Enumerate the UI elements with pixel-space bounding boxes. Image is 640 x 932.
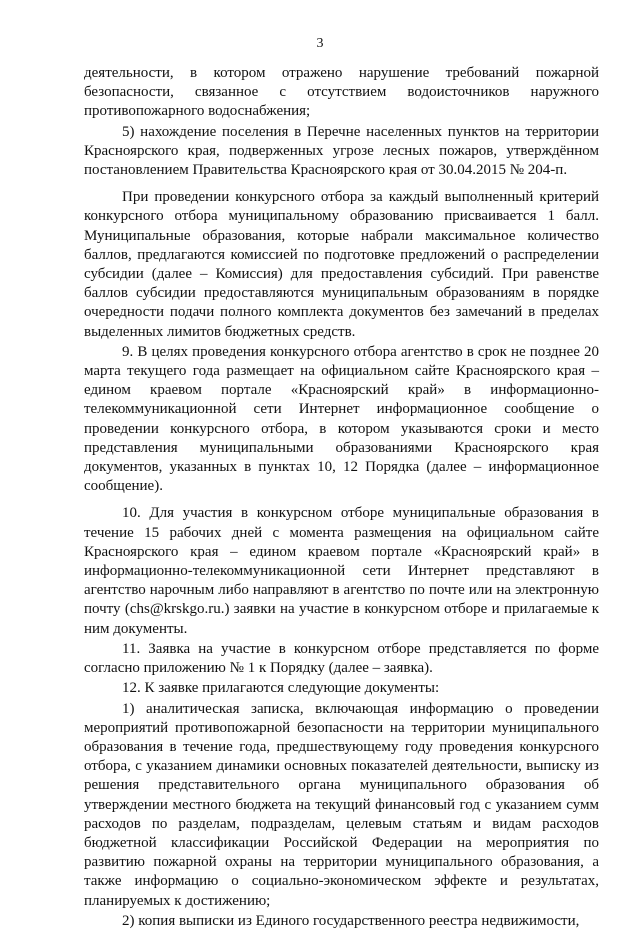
paragraph-item-11: 11. Заявка на участие в конкурсном отборе представляется по форме согласно приложению № 1 к Порядку (далее – заявка). (84, 640, 599, 677)
paragraph-item-10: 10. Для участия в конкурсном отборе муниципальные образования в течение 15 рабочих дней с момента размещения на официальном сайте Красноярского края – едином краевом портале «Красноярский край» в информационно-телекоммуникационной сети Интернет представляют в агентство нарочным либо направляют в агентство по почте или на электронную почту (chs@krskgo.ru.) заявки на участие в конкурсном отборе и прилагаемые к ним документы. (84, 505, 599, 637)
paragraph-item-9: 9. В целях проведения конкурсного отбора агентство в срок не позднее 20 марта текущего года размещает на официальном сайте Красноярского края – едином краевом портале «Красноярский край» в информационно-телекоммуникационной сети Интернет информационное сообщение о проведении конкурсного отбора, в котором указываются сроки и место представления муниципальными образованиями Красноярского края документов, указанных в пунктах 10, 12 Порядка (далее – информационное сообщение). (84, 343, 599, 495)
paragraph-selection-rules: При проведении конкурсного отбора за каждый выполненный критерий конкурсного отбора муниципальному образованию присваивается 1 балл. Муниципальные образования, которые набрали максимальное количество баллов, предлагаются комиссией по подготовке предложений о распределении субсидии (далее – Комиссия) для предоставления субсидий. При равенстве баллов субсидии предоставляются муниципальным образованиям в порядке очередности подачи полного комплекта документов без замечаний в пределах выделенных лимитов бюджетных средств. (84, 189, 599, 340)
paragraph-subitem-2: 2) копия выписки из Единого государственного реестра недвижимости, (122, 912, 580, 929)
paragraph-item-12: 12. К заявке прилагаются следующие документы: (122, 680, 440, 697)
page-number: 3 (316, 36, 324, 51)
paragraph-subitem-1: 1) аналитическая записка, включающая информацию о проведении мероприятий противопожарной безопасности на территории муниципального образования в течение года, предшествующему году проведения конкурсного отбора, с указанием динамики основных показателей деятельности, выписку из решения представительного органа муниципального образования об утверждении местного бюджета на текущий финансовый год с указанием сумм расходов по разделам, подразделам, целевым статьям и видам расходов бюджетной классификации Российской Федерации на мероприятия по развитию пожарной охраны на территории муниципального образования, а также информацию о социально-экономическом эффекте и результатах, планируемых к достижению; (84, 700, 599, 909)
paragraph-item-5: 5) нахождение поселения в Перечне населенных пунктов на территории Красноярского края, подверженных угрозе лесных пожаров, утверждённом постановлением Правительства Красноярского края от 30.04.2015 № 204-п. (84, 123, 599, 179)
paragraph-continuation: деятельности, в котором отражено нарушение требований пожарной безопасности, связанное с отсутствием водоисточников наружного противопожарного водоснабжения; (84, 65, 599, 120)
document-body (84, 64, 599, 932)
